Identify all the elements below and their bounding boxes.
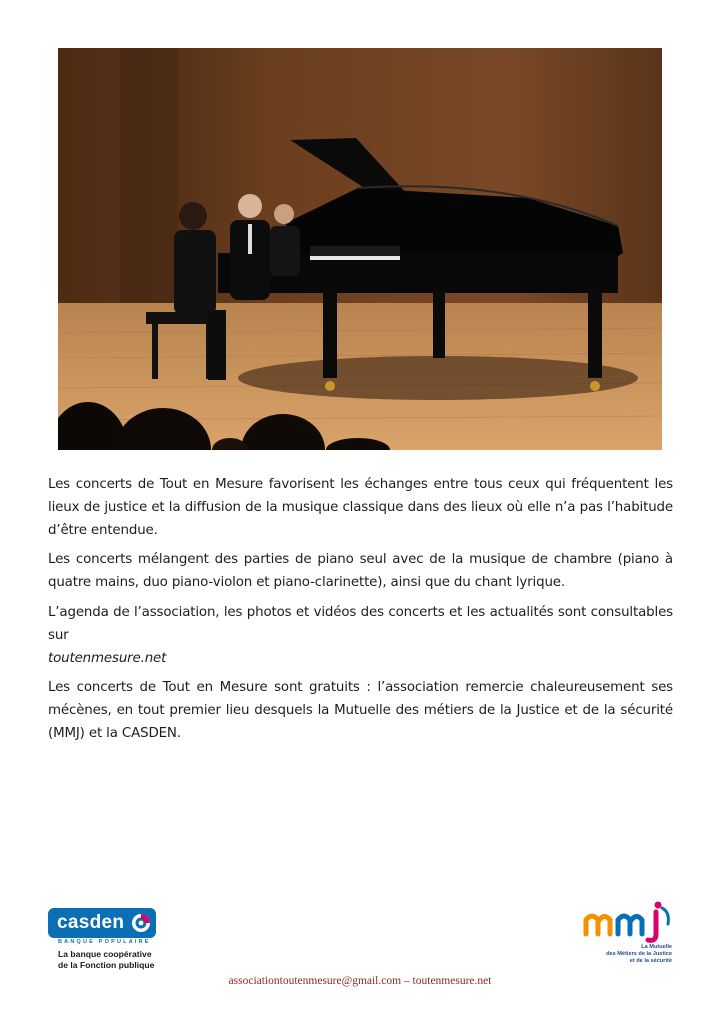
casden-logo xyxy=(48,904,208,974)
description-text xyxy=(48,474,673,753)
mmj-caption-line3: et de la sécurité xyxy=(629,958,672,964)
concert-photo-graphic xyxy=(58,48,662,450)
casden-name: casden xyxy=(57,912,125,933)
mmj-caption-line2: des Métiers de la Justice xyxy=(606,951,672,957)
mmj-letters-icon xyxy=(580,900,680,944)
website-link[interactable]: toutenmesure.net xyxy=(48,650,167,666)
casden-swirl-icon xyxy=(130,912,152,934)
casden-tagline-line2: de la Fonction publique xyxy=(58,959,155,970)
mmj-caption-line1: La Mutuelle xyxy=(641,944,672,950)
mmj-logo xyxy=(580,900,680,975)
concert-photo xyxy=(58,48,662,450)
paragraph-intro: Les concerts de Tout en Mesure favorisent les échanges entre tous ceux qui fréquentent les lieux de justice et la diffusion de la musique classique dans des lieux où elle n’a pas l’habitude d’être entendue. xyxy=(48,477,673,538)
casden-tagline xyxy=(58,949,154,970)
footer-contact[interactable]: associationtoutenmesure@gmail.com – toutenmesure.net xyxy=(228,975,492,987)
paragraph-sponsors: Les concerts de Tout en Mesure sont gratuits : l’association remercie chaleureusement ses mécènes, en tout premier lieu desquels la Mutuelle des métiers de la Justice et de la sécurité (MMJ) et la CASDEN. xyxy=(48,680,673,741)
paragraph-program: Les concerts mélangent des parties de piano seul avec de la musique de chambre (piano à quatre mains, duo piano-violon et piano-clarinette), ainsi que du chant lyrique. xyxy=(48,552,673,591)
casden-tagline-line1: La banque coopérative xyxy=(58,949,152,959)
paragraph-agenda xyxy=(48,602,673,670)
paragraph-agenda-text: L’agenda de l’association, les photos et vidéos des concerts et les actualités sont consultables sur xyxy=(48,604,673,643)
casden-badge xyxy=(48,908,156,938)
casden-subtitle: BANQUE POPULAIRE xyxy=(58,939,151,945)
mmj-caption xyxy=(592,944,672,965)
